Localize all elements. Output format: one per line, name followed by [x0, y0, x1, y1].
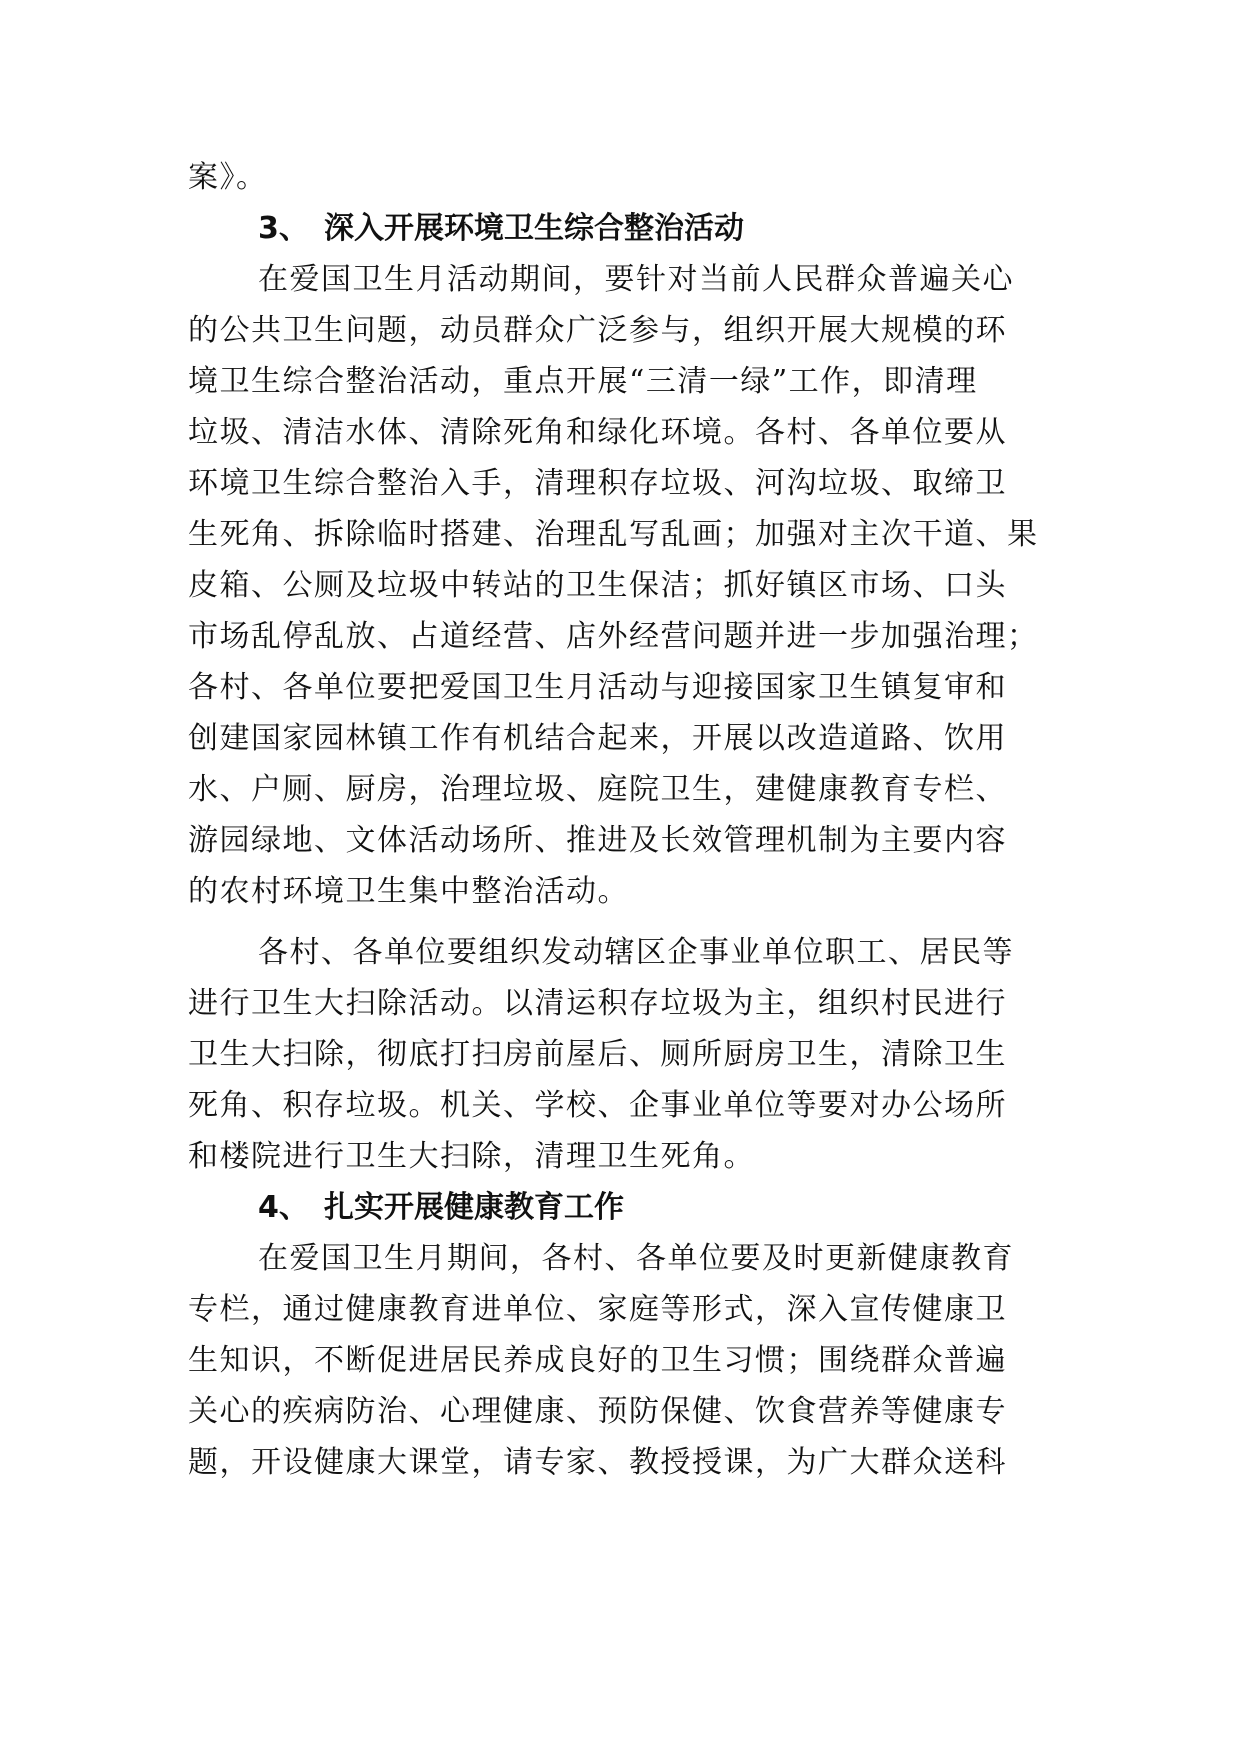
section-heading-4 [188, 1182, 1060, 1233]
body-line: 进行卫生大扫除活动。以清运积存垃圾为主，组织村民进行 [188, 986, 1007, 1021]
body-line: 死角、积存垃圾。机关、学校、企事业单位等要对办公场所 [188, 1088, 1007, 1123]
body-line: 境卫生综合整治活动，重点开展“三清一绿”工作，即清理 [188, 364, 978, 399]
body-line: 的公共卫生问题，动员群众广泛参与，组织开展大规模的环 [188, 313, 1007, 348]
section-number: 4、 [258, 1190, 309, 1225]
section-title: 扎实开展健康教育工作 [324, 1190, 624, 1225]
body-line: 案》。 [188, 160, 268, 195]
body-line: 游园绿地、文体活动场所、推进及长效管理机制为主要内容 [188, 823, 1007, 858]
section-title: 深入开展环境卫生综合整治活动 [324, 211, 744, 246]
body-line: 皮箱、公厕及垃圾中转站的卫生保洁；抓好镇区市场、口头 [188, 568, 1007, 603]
document-body [188, 152, 1060, 1488]
body-line: 各村、各单位要组织发动辖区企事业单位职工、居民等 [258, 935, 1014, 970]
body-line: 和楼院进行卫生大扫除，清理卫生死角。 [188, 1139, 755, 1174]
body-line: 题，开设健康大课堂，请专家、教授授课，为广大群众送科 [188, 1445, 1007, 1480]
body-line: 的农村环境卫生集中整治活动。 [188, 874, 629, 909]
body-line: 市场乱停乱放、占道经营、店外经营问题并进一步加强治理； [188, 619, 1039, 654]
body-line: 在爱国卫生月活动期间，要针对当前人民群众普遍关心 [258, 262, 1014, 297]
body-line: 生死角、拆除临时搭建、治理乱写乱画；加强对主次干道、果 [188, 517, 1039, 552]
body-line: 各村、各单位要把爱国卫生月活动与迎接国家卫生镇复审和 [188, 670, 1007, 705]
body-line: 垃圾、清洁水体、清除死角和绿化环境。各村、各单位要从 [188, 415, 1007, 450]
body-line: 专栏，通过健康教育进单位、家庭等形式，深入宣传健康卫 [188, 1292, 1007, 1327]
body-line: 创建国家园林镇工作有机结合起来，开展以改造道路、饮用 [188, 721, 1007, 756]
body-line: 卫生大扫除，彻底打扫房前屋后、厕所厨房卫生，清除卫生 [188, 1037, 1007, 1072]
body-line: 在爱国卫生月期间，各村、各单位要及时更新健康教育 [258, 1241, 1014, 1276]
body-line: 环境卫生综合整治入手，清理积存垃圾、河沟垃圾、取缔卫 [188, 466, 1007, 501]
body-line: 水、户厕、厨房，治理垃圾、庭院卫生，建健康教育专栏、 [188, 772, 1007, 807]
section-heading-3 [188, 203, 1060, 254]
body-line: 生知识，不断促进居民养成良好的卫生习惯；围绕群众普遍 [188, 1343, 1007, 1378]
section-number: 3、 [258, 211, 309, 246]
body-line: 关心的疾病防治、心理健康、预防保健、饮食营养等健康专 [188, 1394, 1007, 1429]
